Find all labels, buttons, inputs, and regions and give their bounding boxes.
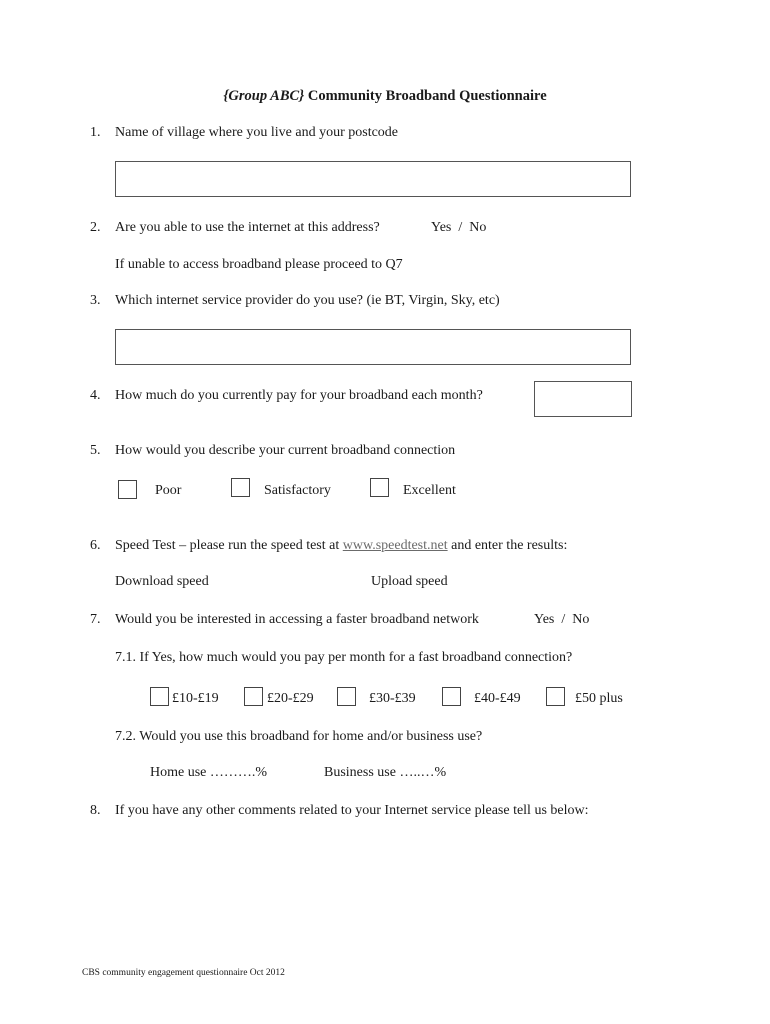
price-50-plus-checkbox[interactable] <box>546 687 565 706</box>
q5-poor-checkbox[interactable] <box>118 480 137 499</box>
q1-text: Name of village where you live and your postcode <box>115 125 399 140</box>
q5-number: 5. <box>90 443 101 458</box>
speedtest-link[interactable]: www.speedtest.net <box>342 538 448 553</box>
price-30-39-checkbox[interactable] <box>337 687 356 706</box>
footer-text: CBS community engagement questionnaire Oct 2012 <box>82 968 285 978</box>
price-40-49-checkbox[interactable] <box>442 687 461 706</box>
q6-text-before: Speed Test – please run the speed test at <box>115 538 343 553</box>
group-name: {Group ABC} <box>223 88 305 104</box>
q5-excellent-checkbox[interactable] <box>370 478 389 497</box>
q3-answer-box[interactable] <box>115 329 631 365</box>
q2-number: 2. <box>90 220 101 235</box>
price-10-19-label: £10-£19 <box>172 691 219 706</box>
price-50-plus-label: £50 plus <box>575 691 623 706</box>
q4-text: How much do you currently pay for your broadband each month? <box>115 388 483 403</box>
upload-speed-label: Upload speed <box>371 574 448 589</box>
q6-text-after: and enter the results: <box>447 538 568 553</box>
title-text: Community Broadband Questionnaire <box>304 88 547 104</box>
home-use-field[interactable]: Home use ……….% <box>150 765 268 780</box>
business-use-field[interactable]: Business use …..…% <box>324 765 447 780</box>
q8-number: 8. <box>90 803 101 818</box>
q1-number: 1. <box>90 125 101 140</box>
q3-text: Which internet service provider do you use? (ie BT, Virgin, Sky, etc) <box>115 293 500 308</box>
q6-text <box>115 539 567 553</box>
page-title <box>0 89 770 104</box>
download-speed-label: Download speed <box>115 574 209 589</box>
q4-answer-box[interactable] <box>534 381 632 417</box>
q5-satisfactory-checkbox[interactable] <box>231 478 250 497</box>
q5-satisfactory-label: Satisfactory <box>264 483 331 498</box>
q7-text: Would you be interested in accessing a faster broadband network <box>115 612 479 627</box>
q6-number: 6. <box>90 538 101 553</box>
price-10-19-checkbox[interactable] <box>150 687 169 706</box>
price-40-49-label: £40-£49 <box>474 691 521 706</box>
price-20-29-checkbox[interactable] <box>244 687 263 706</box>
q8-text: If you have any other comments related to your Internet service please tell us below: <box>115 803 589 818</box>
q2-note: If unable to access broadband please proceed to Q7 <box>115 257 403 272</box>
q5-text: How would you describe your current broadband connection <box>115 443 456 458</box>
q5-excellent-label: Excellent <box>403 483 456 498</box>
q1-answer-box[interactable] <box>115 161 631 197</box>
q4-number: 4. <box>90 388 101 403</box>
q7-number: 7. <box>90 612 101 627</box>
price-20-29-label: £20-£29 <box>267 691 314 706</box>
q7-2-text: 7.2. Would you use this broadband for home and/or business use? <box>115 729 483 744</box>
q2-text: Are you able to use the internet at this address? <box>115 220 380 235</box>
price-30-39-label: £30-£39 <box>369 691 416 706</box>
q2-yes-no[interactable]: Yes / No <box>431 220 487 235</box>
q3-number: 3. <box>90 293 101 308</box>
q7-yes-no[interactable]: Yes / No <box>534 612 590 627</box>
q5-poor-label: Poor <box>155 483 182 498</box>
q7-1-text: 7.1. If Yes, how much would you pay per month for a fast broadband connection? <box>115 650 573 665</box>
